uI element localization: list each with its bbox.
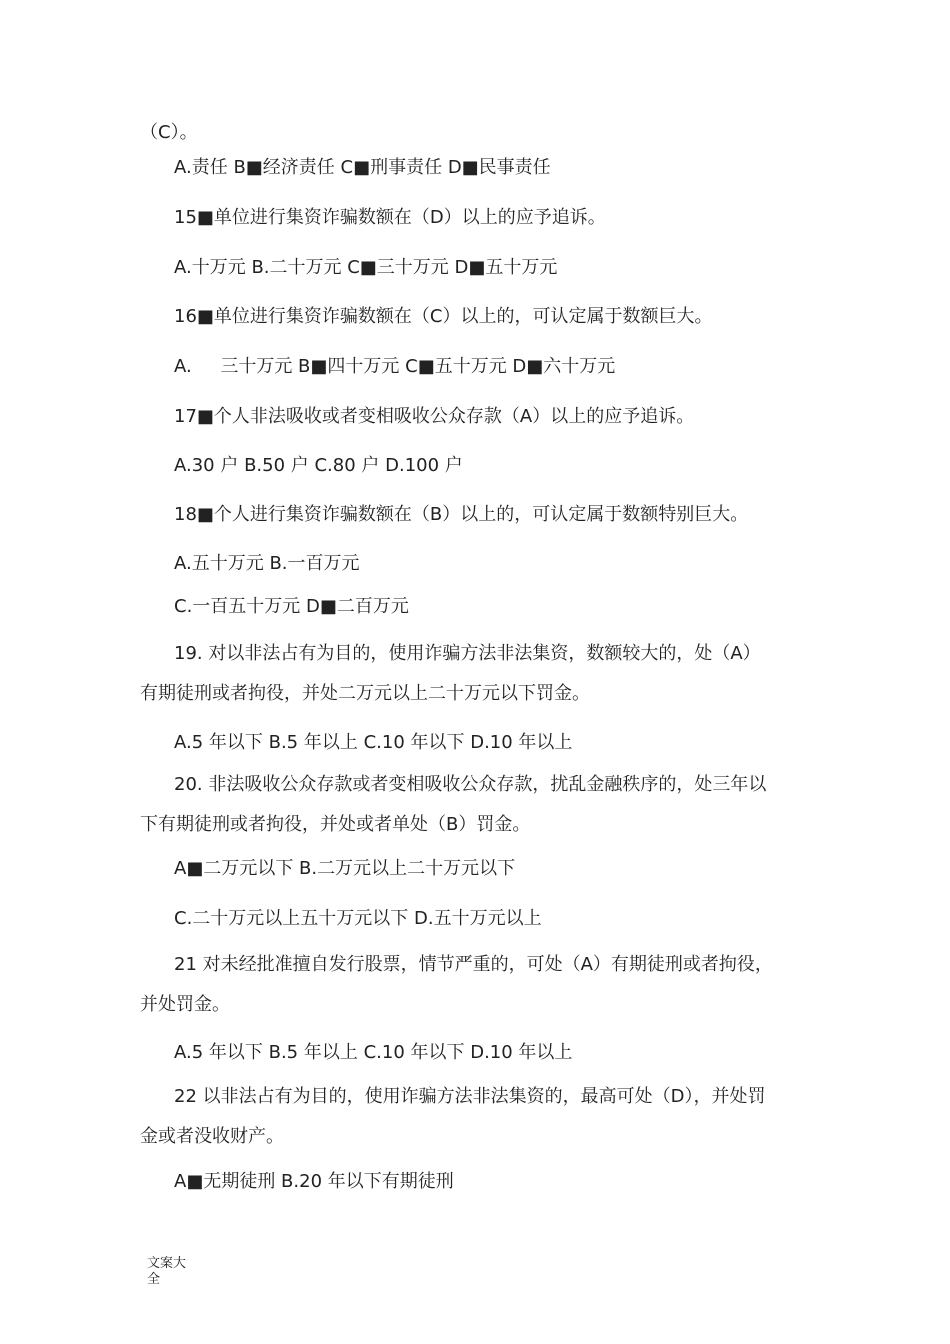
option-line: A.5 年以下 B.5 年以上 C.10 年以下 D.10 年以上 [174, 1042, 573, 1063]
option-line: A.责任 B■经济责任 C■刑事责任 D■民事责任 [174, 157, 551, 178]
question-15: 15■单位进行集资诈骗数额在（D）以上的应予追诉。 [174, 207, 606, 228]
question-19: 19. 对以非法占有为目的，使用诈骗方法非法集资，数额较大的，处（A） [174, 643, 761, 664]
option-line: C.二十万元以上五十万元以下 D.五十万元以上 [174, 908, 542, 929]
question-19-continued: 有期徒刑或者拘役，并处二万元以上二十万元以下罚金。 [140, 683, 590, 704]
option-line: A.五十万元 B.一百万元 [174, 553, 360, 574]
question-18: 18■个人进行集资诈骗数额在（B）以上的，可认定属于数额特别巨大。 [174, 504, 749, 525]
question-20-continued: 下有期徒刑或者拘役，并处或者单处（B）罚金。 [140, 814, 531, 835]
option-line: C.一百五十万元 D■二百万元 [174, 596, 409, 617]
option-line: A■二万元以下 B.二万元以上二十万元以下 [174, 858, 516, 879]
question-22: 22 以非法占有为目的，使用诈骗方法非法集资的，最高可处（D），并处罚 [174, 1086, 766, 1107]
option-line: A.30 户 B.50 户 C.80 户 D.100 户 [174, 455, 463, 476]
question-21-continued: 并处罚金。 [140, 994, 230, 1015]
option-line: A. 三十万元 B■四十万元 C■五十万元 D■六十万元 [174, 356, 616, 377]
question-17: 17■个人非法吸收或者变相吸收公众存款（A）以上的应予追诉。 [174, 406, 695, 427]
option-line: A■无期徒刑 B.20 年以下有期徒刑 [174, 1171, 454, 1192]
option-line: A.十万元 B.二十万元 C■三十万元 D■五十万元 [174, 257, 558, 278]
question-20: 20. 非法吸收公众存款或者变相吸收公众存款，扰乱金融秩序的，处三年以 [174, 774, 767, 795]
page-footer: 文案大全 [147, 1256, 187, 1287]
question-16: 16■单位进行集资诈骗数额在（C）以上的，可认定属于数额巨大。 [174, 306, 713, 327]
question-21: 21 对未经批准擅自发行股票，情节严重的，可处（A）有期徒刑或者拘役， [174, 954, 773, 975]
answer-fragment: （C）。 [140, 122, 198, 143]
question-22-continued: 金或者没收财产。 [140, 1126, 284, 1147]
option-line: A.5 年以下 B.5 年以上 C.10 年以下 D.10 年以上 [174, 732, 573, 753]
